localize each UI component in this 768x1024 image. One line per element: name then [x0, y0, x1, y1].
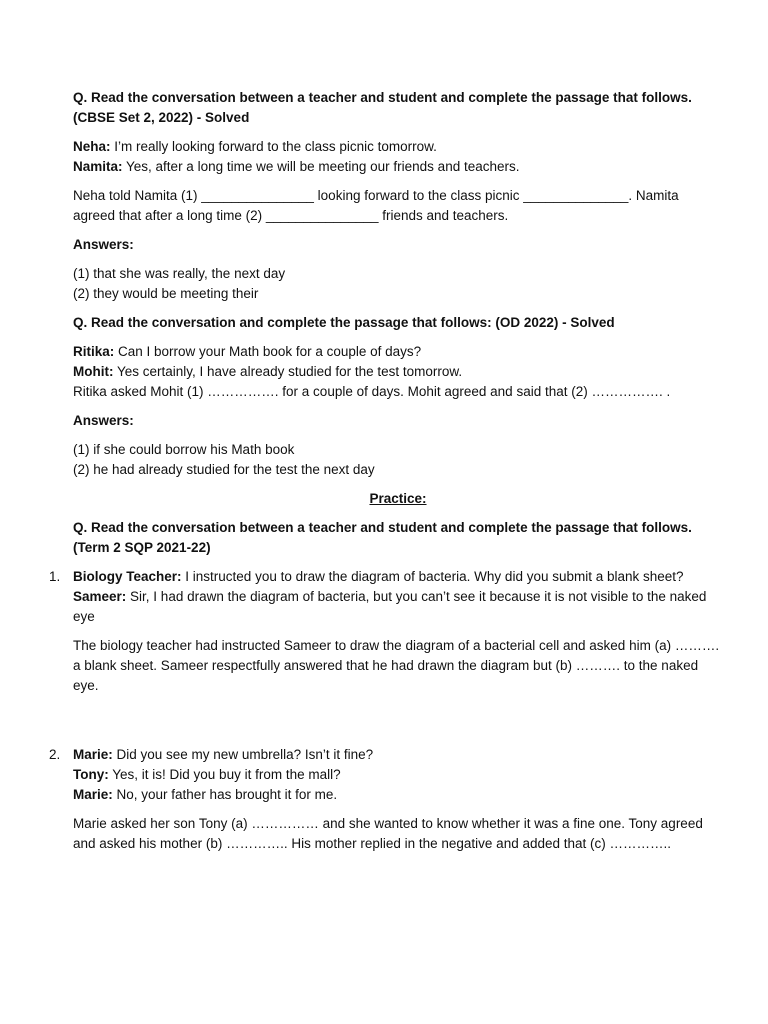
- speech: Yes, after a long time we will be meeting our friends and teachers.: [122, 159, 520, 174]
- item-dialogue: [73, 745, 723, 805]
- speech: Can I borrow your Math book for a couple of days?: [114, 344, 422, 359]
- dialogue-line: [73, 342, 723, 362]
- speaker: Namita:: [73, 159, 123, 174]
- item-passage: The biology teacher had instructed Sameer to draw the diagram of a bacterial cell and asked him (a) ………. a blank sheet. Sameer respectfully answered that he had drawn the diagram but (b) ………. to the naked eye.: [73, 638, 720, 693]
- dialogue-line: [73, 765, 723, 785]
- q1-answers-label: Answers:: [73, 237, 134, 252]
- speaker: Neha:: [73, 139, 111, 154]
- practice-title-text: Practice:: [369, 491, 427, 506]
- speech: No, your father has brought it for me.: [112, 787, 338, 802]
- practice-heading-line1: Q. Read the conversation between a teacher and student and complete the passage that follows.: [73, 520, 692, 535]
- q1-heading: [73, 88, 723, 128]
- item-passage: Marie asked her son Tony (a) …………… and she wanted to know whether it was a fine one. Tony agreed and asked his mother (b) ………….. His mother replied in the negative and added that (c) …………..: [73, 816, 703, 851]
- q2-heading: Q. Read the conversation and complete the passage that follows: (OD 2022) - Solved: [73, 315, 615, 330]
- item-dialogue: [73, 567, 723, 627]
- dialogue-line: [73, 587, 723, 627]
- dialogue-line: [73, 785, 723, 805]
- answer-line: (2) he had already studied for the test the next day: [73, 462, 375, 477]
- q1-dialogue: [73, 137, 723, 177]
- practice-item-2: [49, 745, 723, 854]
- practice-item-1: [49, 567, 723, 696]
- answer-line: (2) they would be meeting their: [73, 286, 259, 301]
- dialogue-line: [73, 157, 723, 177]
- q1-heading-line1: Q. Read the conversation between a teacher and student and complete the passage that follows.: [73, 90, 692, 105]
- speaker: Marie:: [73, 787, 113, 802]
- dialogue-line: [73, 362, 723, 382]
- speech: Sir, I had drawn the diagram of bacteria, but you can’t see it because it is not visible to the naked eye: [73, 589, 707, 624]
- speaker: Mohit:: [73, 364, 114, 379]
- speech: I instructed you to draw the diagram of bacteria. Why did you submit a blank sheet?: [181, 569, 684, 584]
- document-page: [49, 88, 723, 854]
- practice-heading-line2: (Term 2 SQP 2021-22): [73, 540, 211, 555]
- speaker: Sameer:: [73, 589, 127, 604]
- speech: Yes, it is! Did you buy it from the mall?: [108, 767, 341, 782]
- practice-heading: [73, 518, 723, 558]
- dialogue-line: [73, 567, 723, 587]
- q2-answers: [73, 440, 723, 480]
- q1-heading-line2: (CBSE Set 2, 2022) - Solved: [73, 110, 250, 125]
- practice-title: [73, 489, 723, 509]
- item-number: 1.: [49, 569, 61, 584]
- speech: Did you see my new umbrella? Isn’t it fine?: [112, 747, 374, 762]
- answer-line: (1) if she could borrow his Math book: [73, 442, 295, 457]
- speech: I’m really looking forward to the class picnic tomorrow.: [110, 139, 437, 154]
- speaker: Biology Teacher:: [73, 569, 182, 584]
- item-number: 2.: [49, 747, 61, 762]
- speaker: Ritika:: [73, 344, 115, 359]
- speaker: Tony:: [73, 767, 109, 782]
- q2-answers-label: Answers:: [73, 413, 134, 428]
- q1-answers: [73, 264, 723, 304]
- speech: Yes certainly, I have already studied for the test tomorrow.: [113, 364, 463, 379]
- dialogue-line: [73, 745, 723, 765]
- q2-dialogue: [73, 342, 723, 402]
- dialogue-line: [73, 137, 723, 157]
- q1-passage: Neha told Namita (1) _______________ looking forward to the class picnic ______________. Namita agreed that after a long time (2) _______________ friends and teachers.: [73, 188, 679, 223]
- speaker: Marie:: [73, 747, 113, 762]
- q2-passage: Ritika asked Mohit (1) ……………. for a couple of days. Mohit agreed and said that (2) ……………. .: [73, 384, 671, 399]
- answer-line: (1) that she was really, the next day: [73, 266, 286, 281]
